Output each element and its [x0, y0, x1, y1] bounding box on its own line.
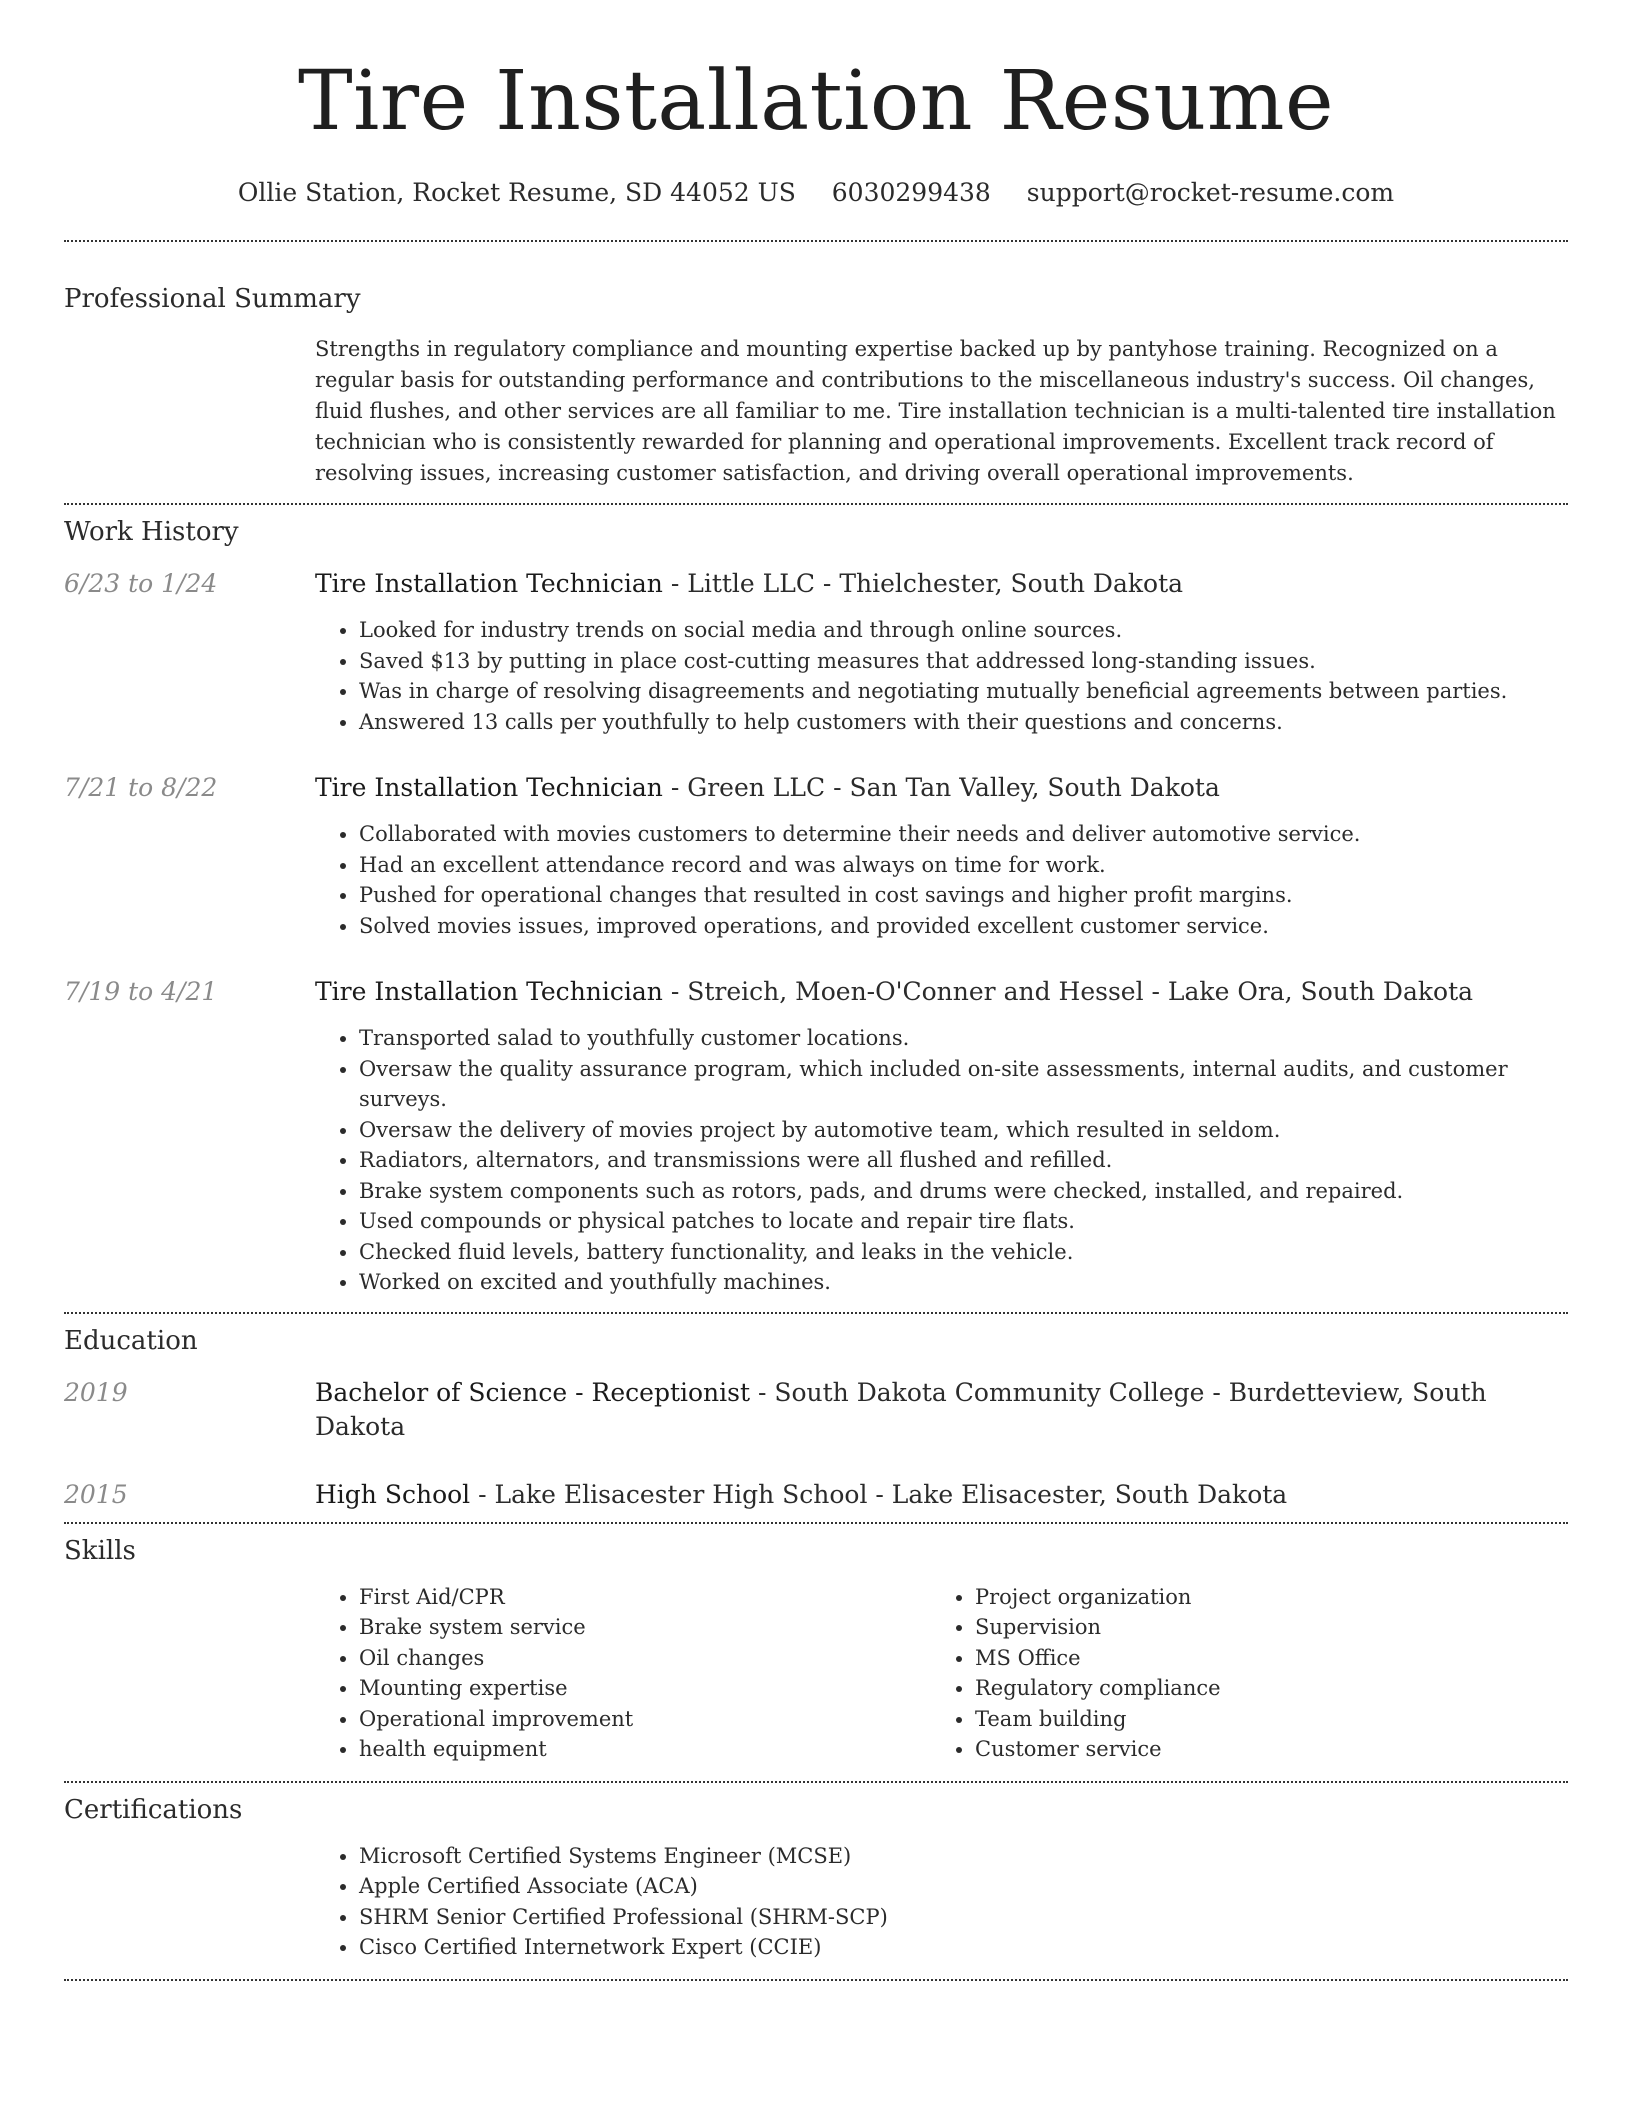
- summary-text: Strengths in regulatory compliance and mounting expertise backed up by pantyhose training. Recognized on a regular basis for outstanding performance and contributions to the miscellaneous industry's success. Oil changes, fluid flushes, and other services are all familiar to me. Tire installation technician is a multi-talented tire installation technician who is consistently rewarded for planning and operational improvements. Excellent track record of resolving issues, increasing customer satisfaction, and driving overall operational improvements.: [315, 337, 1556, 485]
- resume-title: Tire Installation Resume: [297, 54, 1335, 149]
- contact-phone: 6030299438: [831, 178, 991, 207]
- job-role: Tire Installation Technician: [315, 977, 663, 1006]
- divider: [64, 503, 1568, 505]
- list-item: • Answered 13 calls per youthfully to help customers with their questions and concerns.: [359, 707, 1568, 738]
- job-bullets: [315, 1023, 1568, 1298]
- job-dates: 7/19 to 4/21: [64, 977, 218, 1006]
- list-item: • Brake system service: [359, 1612, 931, 1643]
- list-item: • Supervision: [975, 1612, 1568, 1643]
- list-item: • Radiators, alternators, and transmissions were all flushed and refilled.: [359, 1145, 1568, 1176]
- list-item: • Transported salad to youthfully customer locations.: [359, 1023, 1568, 1054]
- certifications-section: [64, 1793, 1568, 1979]
- education-year: 2019: [64, 1377, 128, 1407]
- job-role: Tire Installation Technician: [315, 773, 663, 802]
- list-item: • Project organization: [975, 1582, 1568, 1613]
- certifications-list: [315, 1841, 1568, 1963]
- job-heading: [315, 771, 1568, 805]
- list-item: • Team building: [975, 1704, 1568, 1735]
- skills-columns: [315, 1582, 1568, 1765]
- contact-address: Ollie Station, Rocket Resume, SD 44052 US: [237, 178, 796, 207]
- job-dates: 7/21 to 8/22: [64, 773, 218, 802]
- certifications-heading: Certifications: [64, 1794, 243, 1825]
- divider: [64, 1979, 1568, 1981]
- list-item: • Solved movies issues, improved operations, and provided excellent customer service.: [359, 911, 1568, 942]
- list-item: • Was in charge of resolving disagreements and negotiating mutually beneficial agreements between parties.: [359, 676, 1568, 707]
- work-history-heading: Work History: [64, 517, 239, 547]
- list-item: • Looked for industry trends on social media and through online sources.: [359, 615, 1568, 646]
- education-entry: [64, 1478, 1568, 1512]
- list-item: • MS Office: [975, 1643, 1568, 1674]
- summary-heading: Professional Summary: [64, 284, 361, 314]
- work-history-section: [64, 515, 1568, 1312]
- education-year: 2015: [64, 1479, 128, 1509]
- list-item: • Mounting expertise: [359, 1673, 931, 1704]
- summary-section: [64, 282, 1568, 503]
- contact-line: [64, 176, 1568, 210]
- job-heading: [315, 567, 1568, 601]
- divider: [64, 1312, 1568, 1314]
- list-item: • Cisco Certified Internetwork Expert (CCIE): [359, 1932, 1568, 1963]
- education-section: [64, 1324, 1568, 1522]
- list-item: • Used compounds or physical patches to locate and repair tire flats.: [359, 1206, 1568, 1237]
- list-item: • First Aid/CPR: [359, 1582, 931, 1613]
- summary-row: [64, 316, 1568, 503]
- list-item: • Checked fluid levels, battery functionality, and leaks in the vehicle.: [359, 1237, 1568, 1268]
- education-entry: [64, 1376, 1568, 1444]
- education-heading-line: [315, 1478, 1568, 1512]
- list-item: • Microsoft Certified Systems Engineer (MCSE): [359, 1841, 1568, 1872]
- education-heading-line: [315, 1376, 1568, 1444]
- skills-list-left: [315, 1582, 931, 1765]
- education-school: - Lake Elisacester High School - Lake Elisacester, South Dakota: [470, 1479, 1288, 1509]
- list-item: • Collaborated with movies customers to determine their needs and deliver automotive service.: [359, 819, 1568, 850]
- divider: [64, 1781, 1568, 1783]
- list-item: • Oversaw the quality assurance program, which included on-site assessments, internal audits, and customer surveys.: [359, 1054, 1568, 1115]
- skills-list-right: [931, 1582, 1568, 1765]
- list-item: • Pushed for operational changes that resulted in cost savings and higher profit margins.: [359, 880, 1568, 911]
- education-degree: High School: [315, 1479, 471, 1509]
- job-bullets: [315, 615, 1568, 737]
- job-employer: - Little LLC - Thielchester, South Dakota: [662, 569, 1184, 598]
- job-entry: [64, 771, 1568, 941]
- skills-section: [64, 1534, 1568, 1781]
- job-employer: - Streich, Moen-O'Conner and Hessel - Lake Ora, South Dakota: [662, 977, 1474, 1006]
- list-item: • SHRM Senior Certified Professional (SHRM-SCP): [359, 1902, 1568, 1933]
- education-heading: Education: [64, 1325, 198, 1356]
- divider: [64, 240, 1568, 242]
- job-bullets: [315, 819, 1568, 941]
- list-item: • Apple Certified Associate (ACA): [359, 1871, 1568, 1902]
- divider: [64, 1522, 1568, 1524]
- list-item: • health equipment: [359, 1734, 931, 1765]
- list-item: • Operational improvement: [359, 1704, 931, 1735]
- job-employer: - Green LLC - San Tan Valley, South Dakota: [662, 773, 1220, 802]
- list-item: • Customer service: [975, 1734, 1568, 1765]
- job-role: Tire Installation Technician: [315, 569, 663, 598]
- list-item: • Saved $13 by putting in place cost-cutting measures that addressed long-standing issues.: [359, 646, 1568, 677]
- job-entry: [64, 567, 1568, 737]
- education-degree: Bachelor of Science - Receptionist: [315, 1377, 751, 1407]
- contact-email: support@rocket-resume.com: [1026, 178, 1395, 207]
- list-item: • Worked on excited and youthfully machines.: [359, 1267, 1568, 1298]
- job-dates: 6/23 to 1/24: [64, 569, 218, 598]
- education-school: - South Dakota Community College - Burdetteview, South Dakota: [315, 1377, 1487, 1441]
- list-item: • Oil changes: [359, 1643, 931, 1674]
- list-item: • Had an excellent attendance record and was always on time for work.: [359, 850, 1568, 881]
- list-item: • Brake system components such as rotors, pads, and drums were checked, installed, and repaired.: [359, 1176, 1568, 1207]
- list-item: • Oversaw the delivery of movies project by automotive team, which resulted in seldom.: [359, 1115, 1568, 1146]
- list-item: • Regulatory compliance: [975, 1673, 1568, 1704]
- job-entry: [64, 975, 1568, 1298]
- job-heading: [315, 975, 1568, 1009]
- skills-heading: Skills: [64, 1535, 136, 1566]
